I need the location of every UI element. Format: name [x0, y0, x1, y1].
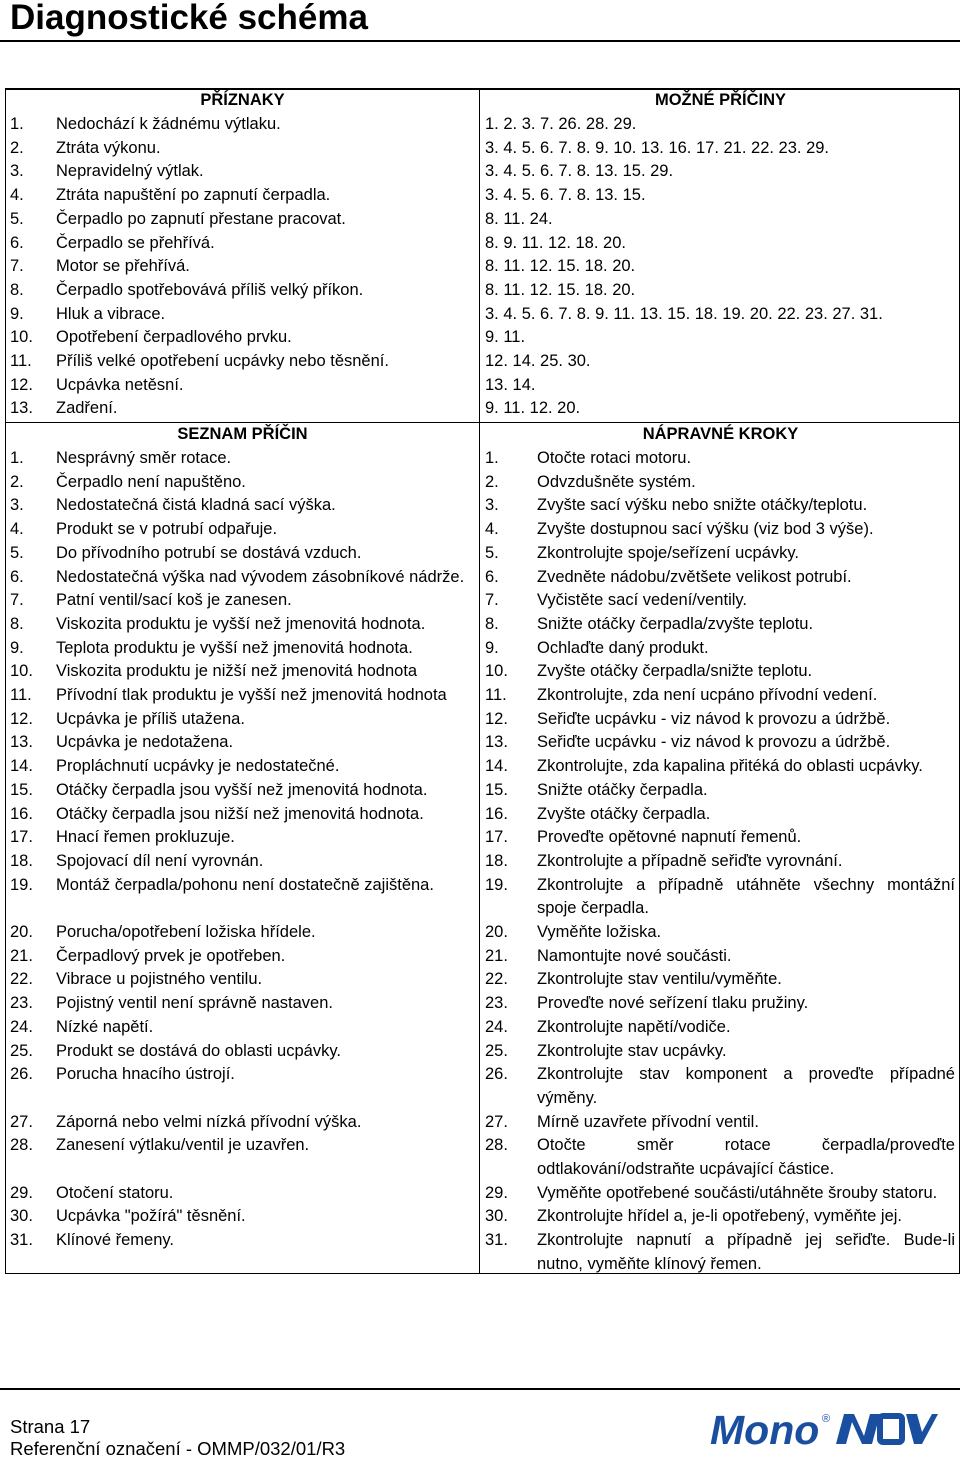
cause-text: Do přívodního potrubí se dostává vzduch.: [56, 543, 362, 562]
cause-text: Čerpadlový prvek je opotřeben.: [56, 946, 286, 965]
column-divider: [479, 89, 480, 1273]
symptom-number: 12.: [10, 375, 33, 394]
remedy-number: 22.: [485, 970, 508, 989]
cause-number: 22.: [10, 970, 33, 989]
symptom-causes: 13. 14.: [485, 375, 536, 394]
remedy-number: 26.: [485, 1065, 508, 1084]
remedy-text: Snižte otáčky čerpadla.: [537, 780, 708, 799]
cause-text: Patní ventil/sací koš je zanesen.: [56, 591, 292, 610]
remedy-number: 3.: [485, 496, 499, 515]
symptom-causes: 8. 9. 11. 12. 18. 20.: [485, 233, 626, 252]
cause-number: 15.: [10, 780, 33, 799]
remedy-number: 4.: [485, 520, 499, 539]
cause-text: Záporná nebo velmi nízká přívodní výška.: [56, 1112, 362, 1131]
remedy-number: 30.: [485, 1207, 508, 1226]
remedy-number: 31.: [485, 1231, 508, 1250]
remedy-number: 12.: [485, 709, 508, 728]
remedy-text: Vyměňte ložiska.: [537, 923, 662, 941]
header-cause-list: SEZNAM PŘÍČIN: [177, 425, 308, 443]
remedy-number: 8.: [485, 614, 499, 633]
symptom-causes: 12. 14. 25. 30.: [485, 352, 591, 370]
cause-text: Otáčky čerpadla jsou nižší než jmenovitá hodnota.: [56, 804, 424, 823]
symptom-text: Ucpávka netěsní.: [56, 375, 184, 394]
cause-number: 8.: [10, 614, 24, 633]
symptom-causes: 9. 11.: [485, 328, 526, 347]
remedy-text: Vyměňte opotřebené součásti/utáhněte šrouby statoru.: [537, 1183, 938, 1202]
remedy-text: Zkontrolujte stav ucpávky.: [537, 1041, 727, 1060]
symptom-text: Opotřebení čerpadlového prvku.: [56, 328, 292, 347]
cause-number: 31.: [10, 1231, 33, 1250]
symptom-causes: 3. 4. 5. 6. 7. 8. 13. 15.: [485, 186, 646, 205]
symptom-text: Nepravidelný výtlak.: [56, 162, 204, 181]
symptom-text: Příliš velké opotřebení ucpávky nebo těsnění.: [56, 352, 389, 370]
symptom-causes: 8. 11. 12. 15. 18. 20.: [485, 280, 636, 299]
remedy-text: Snižte otáčky čerpadla/zvyšte teplotu.: [537, 614, 814, 633]
header-remedies: NÁPRAVNÉ KROKY: [642, 425, 799, 443]
cause-text: Klínové řemeny.: [56, 1231, 174, 1250]
symptom-number: 11.: [10, 352, 32, 370]
cause-number: 9.: [10, 638, 24, 657]
cause-text: Nedostatečná výška nad vývodem zásobníkové nádrže.: [56, 567, 465, 586]
cause-number: 19.: [10, 875, 33, 894]
remedy-text: Odvzdušněte systém.: [537, 472, 696, 491]
cause-number: 29.: [10, 1183, 33, 1202]
remedy-text: spoje čerpadla.: [537, 899, 649, 918]
remedy-number: 5.: [485, 543, 499, 562]
header-possible-causes: MOŽNÉ PŘÍČINY: [654, 91, 787, 109]
symptom-text: Ztráta výkonu.: [56, 138, 161, 157]
cause-text: Otočení statoru.: [56, 1183, 174, 1202]
symptom-causes: 8. 11. 12. 15. 18. 20.: [485, 257, 636, 276]
remedy-number: 23.: [485, 994, 508, 1013]
cause-text: Pojistný ventil není správně nastaven.: [56, 994, 333, 1013]
symptom-text: Hluk a vibrace.: [56, 304, 166, 323]
cause-text: Nesprávný směr rotace.: [56, 449, 232, 467]
cause-number: 26.: [10, 1065, 33, 1084]
cause-text: Otáčky čerpadla jsou vyšší než jmenovitá hodnota.: [56, 780, 428, 799]
symptom-text: Motor se přehřívá.: [56, 257, 190, 276]
symptom-causes: 8. 11. 24.: [485, 209, 553, 228]
symptom-text: Zadření.: [56, 399, 118, 418]
symptom-number: 8.: [10, 280, 24, 299]
symptom-text: Ztráta napuštění po zapnutí čerpadla.: [56, 186, 331, 205]
remedy-text: Mírně uzavřete přívodní ventil.: [537, 1112, 759, 1131]
remedy-number: 19.: [485, 875, 508, 894]
cause-number: 6.: [10, 567, 24, 586]
remedy-text: Zvedněte nádobu/zvětšete velikost potrubí.: [537, 567, 852, 586]
remedy-number: 16.: [485, 804, 508, 823]
remedy-text: Zkontrolujte stav komponent a proveďte případné: [537, 1065, 955, 1084]
symptom-number: 3.: [10, 162, 24, 181]
symptom-number: 4.: [10, 186, 24, 205]
footer-page-number: Strana 17: [10, 1416, 91, 1437]
remedy-text: nutno, vyměňte klínový řemen.: [537, 1254, 762, 1273]
remedy-number: 18.: [485, 851, 508, 870]
remedy-text: Zkontrolujte napnutí a případně jej seřiďte. Bude-li: [537, 1231, 955, 1250]
cause-text: Teplota produktu je vyšší než jmenovitá hodnota.: [56, 638, 413, 657]
cause-number: 30.: [10, 1207, 33, 1226]
cause-text: Produkt se v potrubí odpařuje.: [56, 520, 278, 539]
remedy-text: Zvyšte sací výšku nebo snižte otáčky/teplotu.: [537, 496, 868, 515]
remedy-number: 27.: [485, 1112, 508, 1131]
symptom-number: 6.: [10, 233, 24, 252]
remedy-text: Zvyšte otáčky čerpadla/snižte teplotu.: [537, 662, 813, 681]
cause-number: 25.: [10, 1041, 33, 1060]
remedy-text: Zkontrolujte hřídel a, je-li opotřebený, vyměňte jej.: [537, 1207, 903, 1226]
remedy-text: Namontujte nové součásti.: [537, 946, 732, 965]
cause-text: Nedostatečná čistá kladná sací výška.: [56, 496, 336, 515]
cause-text: Viskozita produktu je nižší než jmenovitá hodnota: [56, 662, 418, 681]
remedy-text: odtlakování/odstraňte ucpávající částice.: [537, 1160, 835, 1178]
remedy-number: 24.: [485, 1017, 508, 1036]
footer-reference: Referenční označení - OMMP/032/01/R3: [10, 1438, 346, 1458]
cause-text: Přívodní tlak produktu je vyšší než jmenovitá hodnota: [56, 686, 447, 704]
diagnostic-table: [5, 88, 960, 1274]
logo-wordmark: Mono: [710, 1407, 820, 1452]
cause-text: Ucpávka je nedotažena.: [56, 733, 234, 752]
cause-text: Ucpávka je příliš utažena.: [56, 709, 245, 728]
cause-text: Spojovací díl není vyrovnán.: [56, 851, 264, 870]
cause-number: 16.: [10, 804, 33, 823]
remedy-text: Seřiďte ucpávku - viz návod k provozu a údržbě.: [537, 709, 891, 728]
symptom-text: Čerpadlo se přehřívá.: [56, 233, 215, 252]
cause-number: 14.: [10, 757, 33, 776]
symptom-causes: 3. 4. 5. 6. 7. 8. 13. 15. 29.: [485, 162, 674, 181]
symptom-number: 7.: [10, 257, 24, 276]
remedy-number: 21.: [485, 946, 508, 965]
remedy-number: 15.: [485, 780, 508, 799]
top-rule: [0, 40, 960, 42]
symptom-causes: 3. 4. 5. 6. 7. 8. 9. 10. 13. 16. 17. 21. 22. 23. 29.: [485, 138, 830, 157]
remedy-text: Vyčistěte sací vedení/ventily.: [537, 591, 748, 610]
cause-number: 24.: [10, 1017, 33, 1036]
remedy-text: Proveďte nové seřízení tlaku pružiny.: [537, 994, 809, 1013]
cause-number: 7.: [10, 591, 24, 610]
symptom-causes: 1. 2. 3. 7. 26. 28. 29.: [485, 115, 637, 133]
remedy-text: výměny.: [537, 1088, 598, 1107]
cause-text: Propláchnutí ucpávky je nedostatečné.: [56, 757, 340, 776]
mono-nov-logo: [708, 1406, 938, 1452]
cause-number: 17.: [10, 828, 33, 847]
symptom-causes: 9. 11. 12. 20.: [485, 399, 581, 418]
remedy-text: Otočte rotaci motoru.: [537, 449, 692, 467]
cause-number: 10.: [10, 662, 33, 681]
remedy-text: Zkontrolujte, zda kapalina přitéká do oblasti ucpávky.: [537, 757, 923, 776]
symptom-number: 2.: [10, 138, 24, 157]
symptom-number: 1.: [10, 115, 24, 133]
cause-number: 2.: [10, 472, 24, 491]
cause-number: 28.: [10, 1136, 33, 1155]
symptom-number: 10.: [10, 328, 33, 347]
cause-number: 4.: [10, 520, 24, 539]
cause-text: Zanesení výtlaku/ventil je uzavřen.: [56, 1136, 310, 1155]
cause-text: Porucha/opotřebení ložiska hřídele.: [56, 923, 316, 941]
symptom-text: Nedochází k žádnému výtlaku.: [56, 115, 281, 133]
symptom-number: 9.: [10, 304, 24, 323]
cause-text: Montáž čerpadla/pohonu není dostatečně zajištěna.: [56, 875, 434, 894]
cause-text: Ucpávka "požírá" těsnění.: [56, 1207, 246, 1226]
symptom-text: Čerpadlo spotřebovává příliš velký příkon.: [56, 280, 364, 299]
cause-number: 13.: [10, 733, 33, 752]
remedy-text: Zvyšte dostupnou sací výšku (viz bod 3 výše).: [537, 520, 874, 539]
remedy-text: Proveďte opětovné napnutí řemenů.: [537, 828, 802, 847]
remedy-number: 2.: [485, 472, 499, 491]
symptom-number: 5.: [10, 209, 24, 228]
remedy-number: 17.: [485, 828, 508, 847]
remedy-number: 25.: [485, 1041, 508, 1060]
remedy-text: Zkontrolujte spoje/seřízení ucpávky.: [537, 543, 799, 562]
cause-text: Hnací řemen prokluzuje.: [56, 828, 235, 847]
symptom-causes: 3. 4. 5. 6. 7. 8. 9. 11. 13. 15. 18. 19. 20. 22. 23. 27. 31.: [485, 304, 883, 323]
remedy-text: Zvyšte otáčky čerpadla.: [537, 804, 711, 823]
bottom-rule: [0, 1388, 960, 1390]
remedy-text: Ochlaďte daný produkt.: [537, 638, 709, 657]
logo-registered-mark: ®: [822, 1413, 831, 1425]
cause-number: 20.: [10, 923, 33, 941]
remedy-number: 20.: [485, 923, 508, 941]
remedy-number: 13.: [485, 733, 508, 752]
remedy-number: 7.: [485, 591, 499, 610]
cause-number: 1.: [10, 449, 24, 467]
header-symptoms: PŘÍZNAKY: [200, 91, 285, 109]
cause-text: Čerpadlo není napuštěno.: [56, 472, 246, 491]
remedy-number: 11.: [485, 686, 507, 704]
nov-logo-mark: [836, 1414, 938, 1444]
remedy-text: Zkontrolujte a případně utáhněte všechny montážní: [537, 875, 955, 894]
cause-text: Nízké napětí.: [56, 1017, 154, 1036]
cause-number: 21.: [10, 946, 33, 965]
cause-number: 5.: [10, 543, 24, 562]
remedy-number: 14.: [485, 757, 508, 776]
remedy-number: 1.: [485, 449, 499, 467]
cause-number: 23.: [10, 994, 33, 1013]
cause-number: 18.: [10, 851, 33, 870]
cause-text: Produkt se dostává do oblasti ucpávky.: [56, 1041, 341, 1060]
cause-text: Porucha hnacího ústrojí.: [56, 1065, 235, 1084]
cause-number: 27.: [10, 1112, 33, 1131]
remedy-text: Seřiďte ucpávku - viz návod k provozu a údržbě.: [537, 733, 891, 752]
remedy-number: 29.: [485, 1183, 508, 1202]
cause-number: 12.: [10, 709, 33, 728]
remedy-number: 28.: [485, 1136, 508, 1155]
remedy-number: 6.: [485, 567, 499, 586]
remedy-number: 10.: [485, 662, 508, 681]
cause-number: 11.: [10, 686, 32, 704]
remedy-text: Zkontrolujte, zda není ucpáno přívodní vedení.: [537, 686, 878, 704]
remedy-text: Zkontrolujte a případně seřiďte vyrovnání.: [537, 851, 843, 870]
page-title: Diagnostické schéma: [10, 0, 368, 37]
symptom-text: Čerpadlo po zapnutí přestane pracovat.: [56, 209, 346, 228]
remedy-text: Zkontrolujte napětí/vodiče.: [537, 1017, 731, 1036]
cause-text: Viskozita produktu je vyšší než jmenovitá hodnota.: [56, 614, 426, 633]
cause-number: 3.: [10, 496, 24, 515]
cause-text: Vibrace u pojistného ventilu.: [56, 970, 263, 989]
remedy-text: Otočte směr rotace čerpadla/proveďte: [537, 1136, 955, 1155]
remedy-number: 9.: [485, 638, 499, 657]
symptom-number: 13.: [10, 399, 33, 418]
remedy-text: Zkontrolujte stav ventilu/vyměňte.: [537, 970, 782, 989]
